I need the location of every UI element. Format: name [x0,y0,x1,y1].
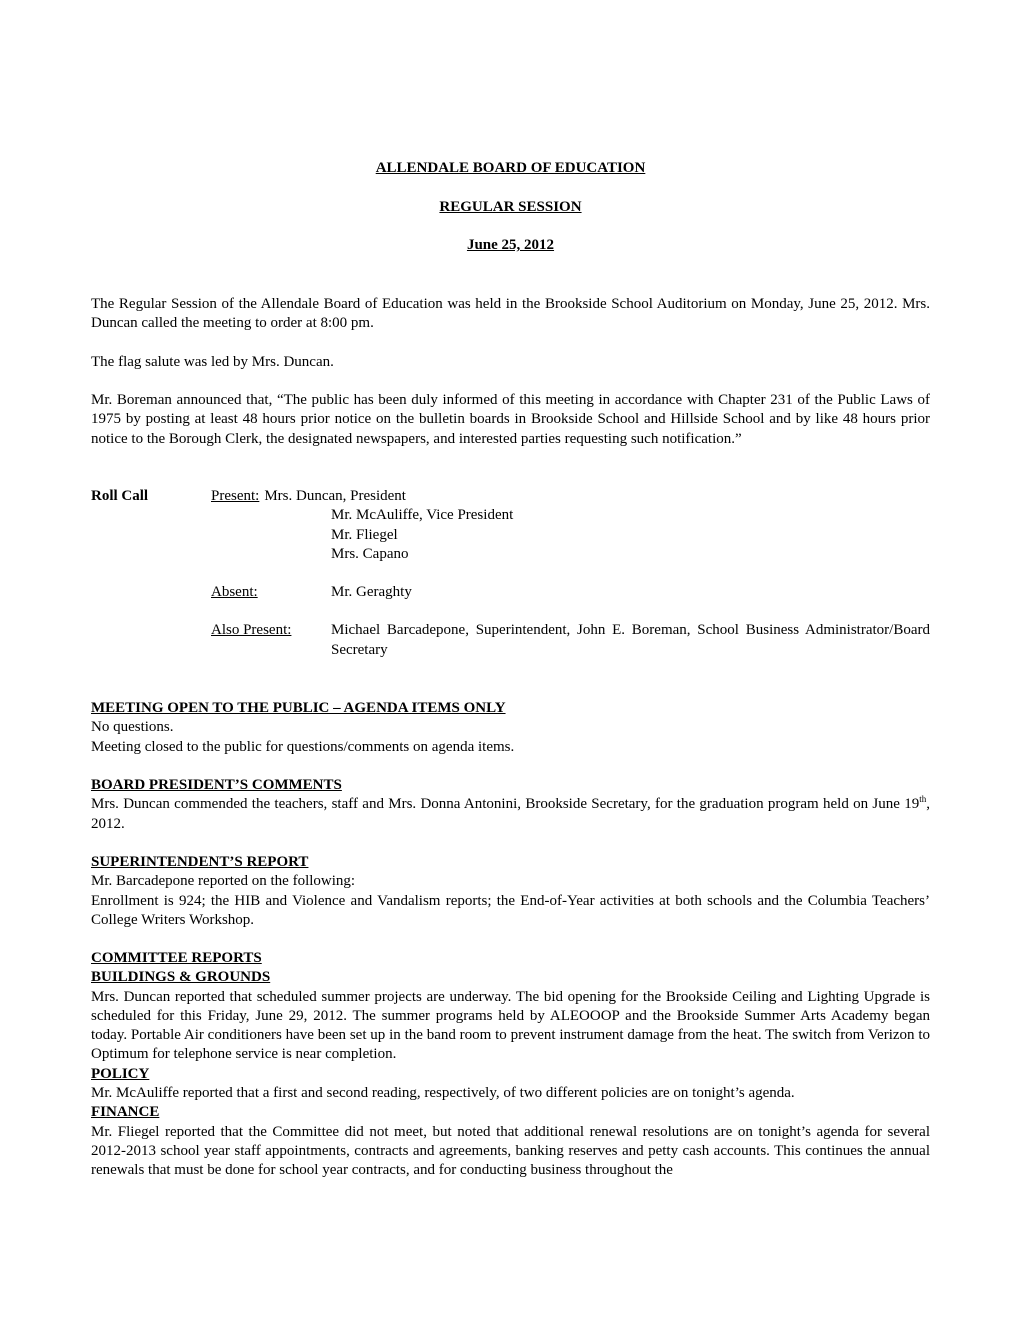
also-present-members: Michael Barcadepone, Superintendent, John E. Boreman, School Business Administrator/Board Secretary [331,622,930,658]
committee-heading: COMMITTEE REPORTS [91,950,262,966]
present-member: Mr. McAuliffe, Vice President [331,507,514,524]
session-title: REGULAR SESSION [439,199,582,215]
policy-text: Mr. McAuliffe reported that a first and second reading, respectively, of two different policies are on tonight’s agenda. [91,1085,795,1102]
present-member: Mrs. Duncan, President [264,488,406,504]
present-member: Mr. Fliegel [331,526,398,543]
roll-call [91,487,930,660]
intro-paragraph: The Regular Session of the Allendale Board of Education was held in the Brookside School Auditorium on Monday, June 25, 2012. Mrs. Duncan called the meeting to order at 8:00 pm. [91,296,930,332]
superintendent-heading: SUPERINTENDENT’S REPORT [91,854,309,870]
roll-call-label: Roll Call [91,488,149,504]
public-line: No questions. [91,719,174,736]
meeting-date: June 25, 2012 [466,237,555,253]
superintendent-section [91,853,930,930]
org-title: ALLENDALE BOARD OF EDUCATION [375,160,646,176]
public-heading: MEETING OPEN TO THE PUBLIC – AGENDA ITEMS ONLY [91,700,506,716]
superintendent-line: Mr. Barcadepone reported on the following: [91,873,356,890]
president-section [91,776,930,834]
finance-text: Mr. Fliegel reported that the Committee did not meet, but noted that additional renewal resolutions are on tonight’s agenda for several 2012-2013 school year staff appointments, contracts and agreements, banking reserves and petty cash accounts. This continues the annual renewals that must be done for school year contracts, and for conducting business throughout the [91,1123,930,1179]
present-label: Present: [211,488,260,504]
president-heading: BOARD PRESIDENT’S COMMENTS [91,777,342,793]
also-present-label: Also Present: [211,622,292,639]
public-section [91,699,930,757]
president-text: Mrs. Duncan commended the teachers, staff and Mrs. Donna Antonini, Brookside Secretary, for the graduation program held on June 19th, 2012. [91,794,930,832]
public-line: Meeting closed to the public for questions/comments on agenda items. [91,738,515,755]
buildings-text: Mrs. Duncan reported that scheduled summer projects are underway. The bid opening for the Brookside Ceiling and Lighting Upgrade is scheduled for this Friday, June 29, 2012. The summer programs held by ALEOOOP and the Brookside Summer Arts Academy began today. Portable Air conditioners have been set up in the band room to prevent instrument damage from the heat. The switch from Verizon to Optimum for telephone service is near completion. [91,988,930,1063]
absent-member: Mr. Geraghty [331,584,412,601]
superintendent-text: Enrollment is 924; the HIB and Violence and Vandalism reports; the End-of-Year activities at both schools and the Columbia Teachers’ College Writers Workshop. [91,892,930,928]
present-member: Mrs. Capano [331,545,409,562]
buildings-heading: BUILDINGS & GROUNDS [91,969,271,986]
absent-label: Absent: [211,584,258,601]
finance-heading: FINANCE [91,1104,160,1121]
policy-heading: POLICY [91,1065,150,1082]
committee-section [91,949,930,1181]
flag-salute-paragraph: The flag salute was led by Mrs. Duncan. [91,354,334,370]
announcement-paragraph: Mr. Boreman announced that, “The public has been duly informed of this meeting in accordance with Chapter 231 of the Public Laws of 1975 by posting at least 48 hours prior notice on the bulletin boards in Brookside School and Hillside School and by like 48 hours prior notice to the Borough Clerk, the designated newspapers, and interested parties requesting such notification.” [91,392,930,447]
